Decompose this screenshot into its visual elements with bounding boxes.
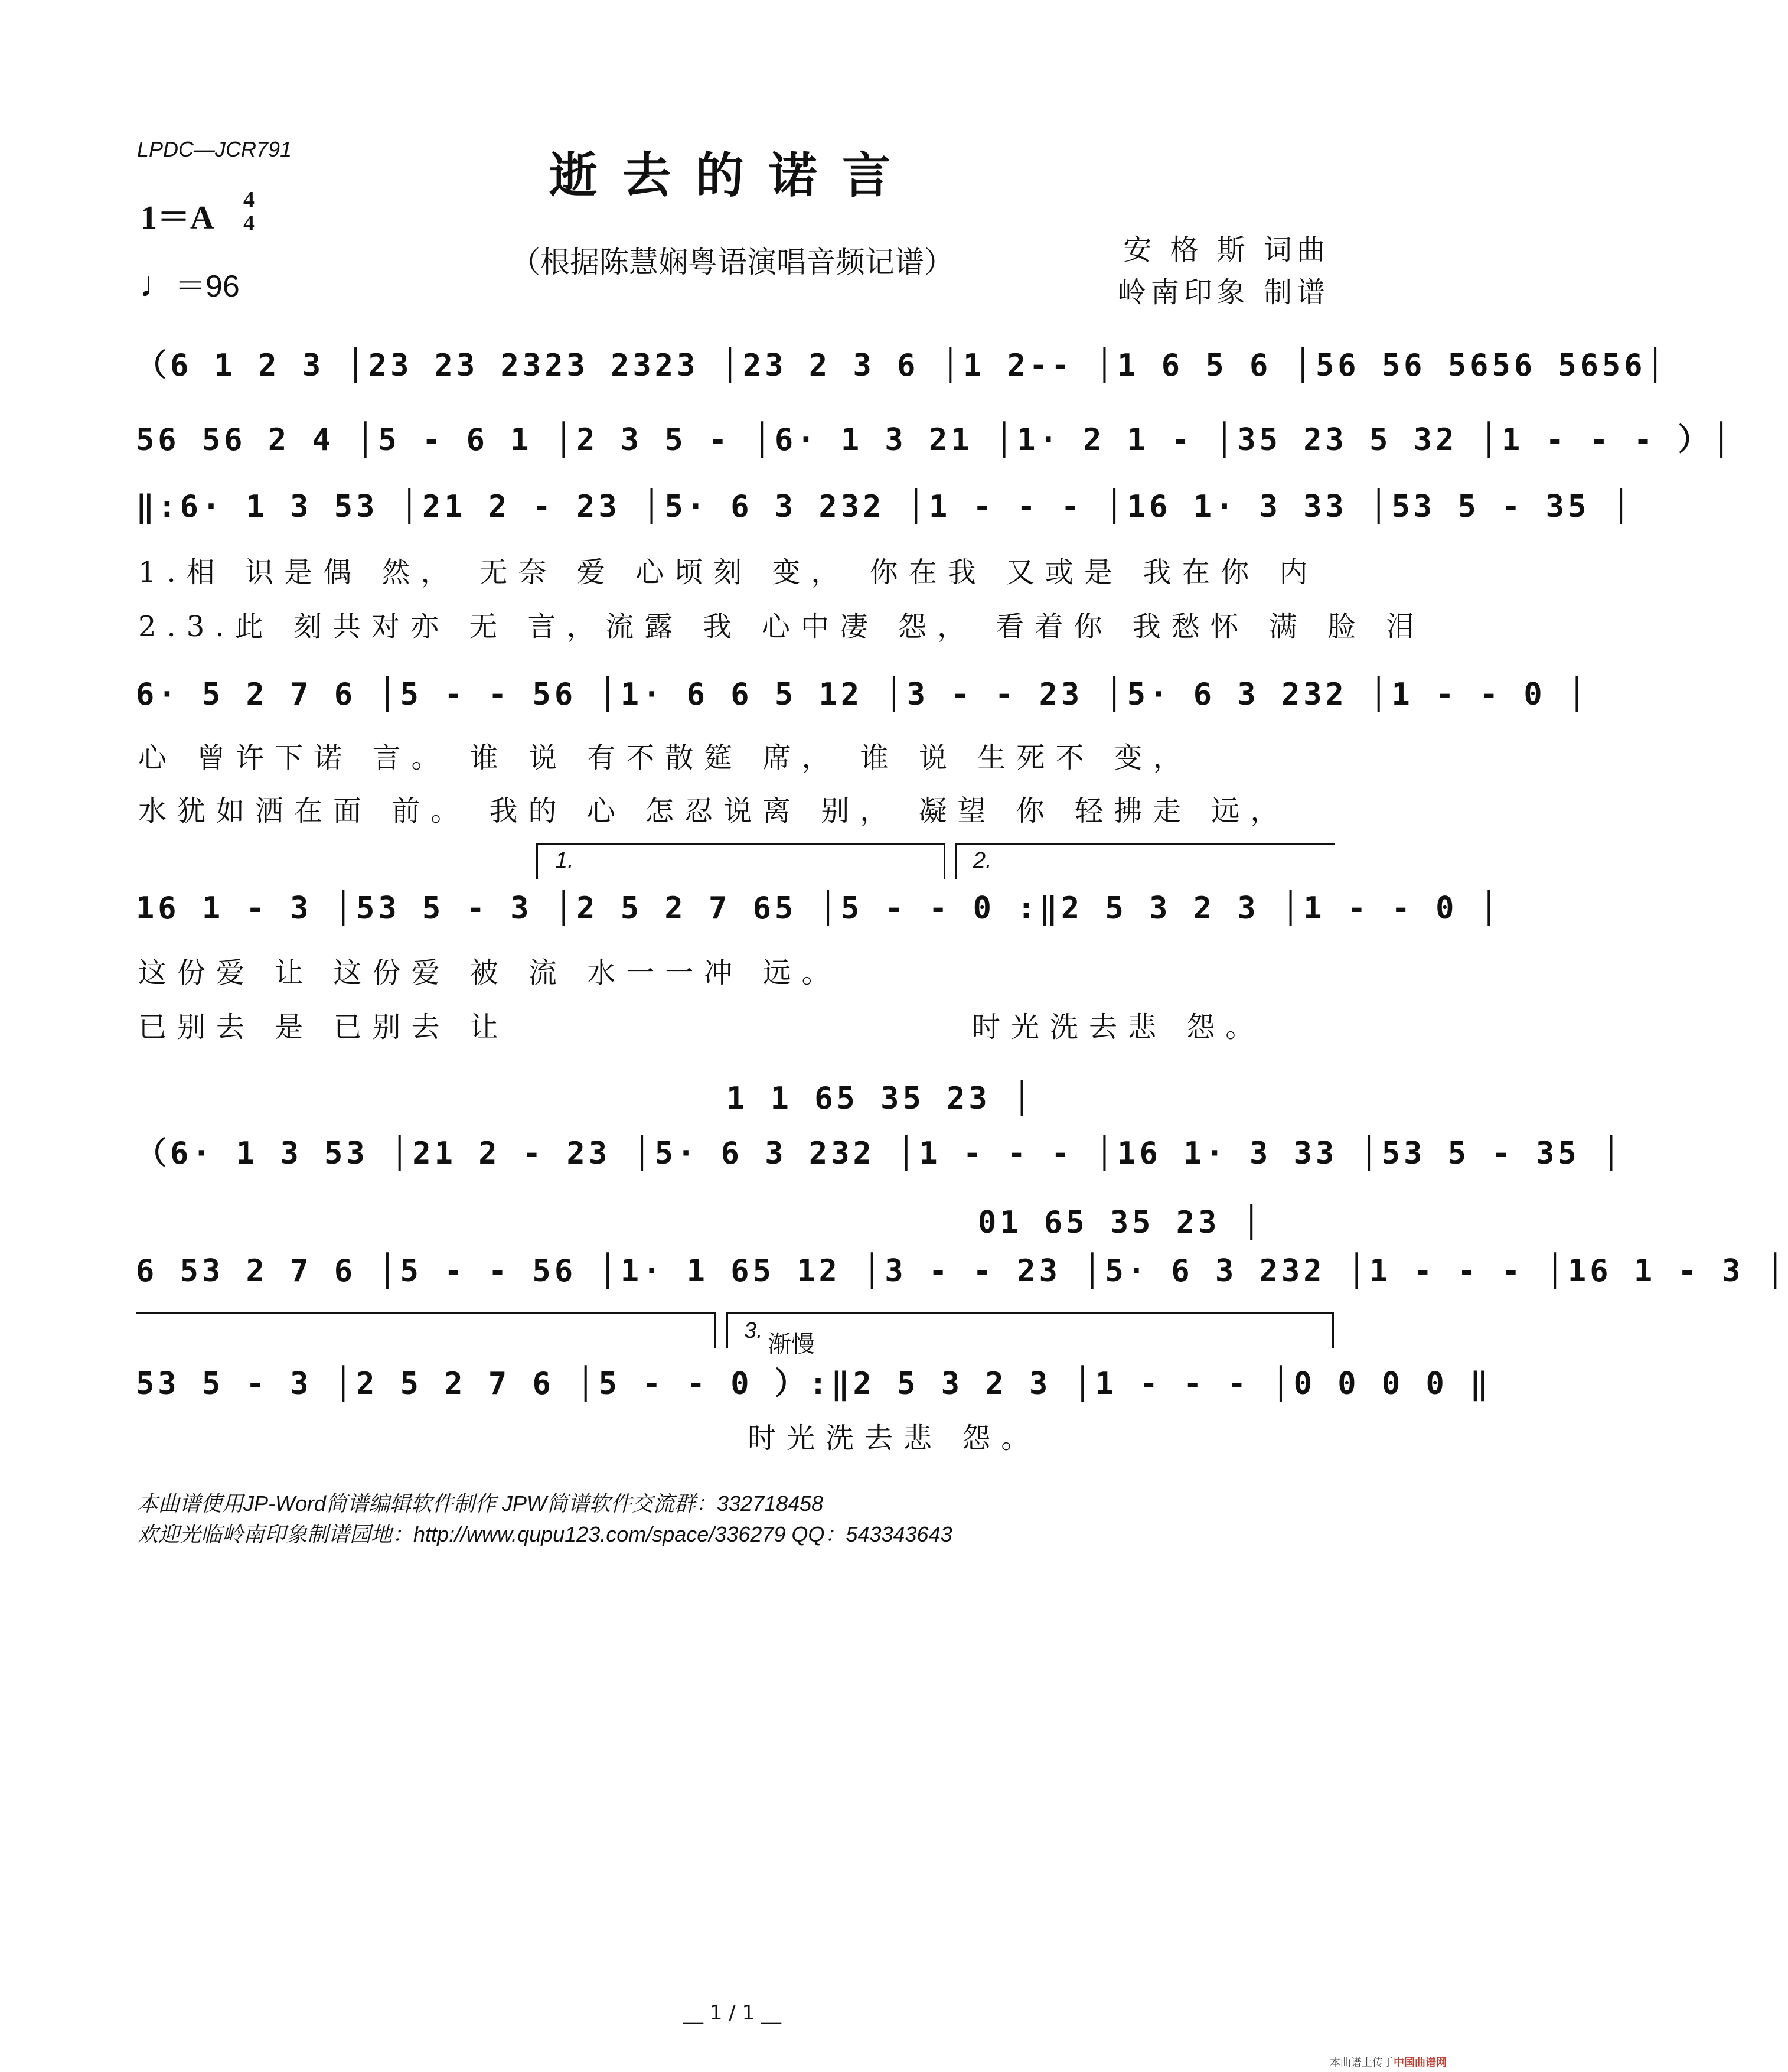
score-line-2: 56 56 2 4 │5 - 6 1 │2 3 5 - │6· 1 3 21 │1· 2 1 - │35 23 5 32 │1 - - - ）│ — [136, 422, 1734, 458]
lyric-line-8: 时光洗去悲 怨。 — [748, 1422, 1040, 1455]
song-title: 逝去的诺言 — [549, 147, 915, 204]
volta-2-label: 2. — [973, 848, 992, 873]
score-line-8: 53 5 - 3 │2 5 2 7 6 │5 - - 0 ）:‖2 5 3 2 3 │1 - - - │0 0 0 0 ‖ — [136, 1366, 1492, 1402]
score-serial: LPDC—JCR791 — [137, 137, 292, 161]
score-line-7: 6 53 2 7 6 │5 - - 56 │1· 1 65 12 │3 - - 23 │5· 6 3 232 │1 - - - │16 1 - 3 │ — [136, 1253, 1788, 1289]
meter-top: 4 — [243, 187, 255, 212]
ritardando-mark: 渐慢 — [768, 1331, 815, 1358]
score-line-7-ossia: 01 65 35 23 │ — [978, 1205, 1264, 1240]
volta-bracket-2 — [955, 843, 1335, 845]
credit-notation: 岭南印象 制谱 — [1117, 276, 1330, 309]
lyric-line-4a: 心 曾许下诺 言。 谁 说 有不散筵 席， 谁 说 生死不 变， — [138, 741, 1192, 774]
score-line-4: 6· 5 2 7 6 │5 - - 56 │1· 6 6 5 12 │3 - - 23 │5· 6 3 232 │1 - - 0 │ — [136, 677, 1590, 712]
volta-bracket-3-right — [1332, 1312, 1334, 1348]
volta-bracket-1 — [536, 843, 944, 845]
lyric-line-4b: 水犹如洒在面 前。 我的 心 怎忍说离 别， 凝望 你 轻拂走 远， — [138, 794, 1290, 828]
score-line-1: （6 1 2 3 │23 23 2323 2323 │23 2 3 6 │1 2-- │1 6 5 6 │56 56 5656 5656│ — [136, 348, 1668, 383]
volta-bracket-continued-right — [714, 1312, 716, 1348]
lyric-line-5b: 已别去 是 已别去 让 — [138, 1011, 509, 1044]
key-signature: 1＝A — [141, 200, 214, 236]
score-line-6-ossia: 1 1 65 35 23 │ — [726, 1081, 1035, 1116]
site-watermark — [1330, 2054, 1447, 2070]
lyric-line-5c: 时光洗去悲 怨。 — [972, 1011, 1265, 1044]
volta-bracket-continued — [136, 1312, 714, 1314]
volta-bracket-1-left — [536, 843, 538, 879]
quarter-note-icon: ♩ — [139, 265, 175, 304]
score-line-3: ‖:6· 1 3 53 │21 2 - 23 │5· 6 3 232 │1 - - - │16 1· 3 33 │53 5 - 35 │ — [136, 489, 1634, 524]
meter-bottom: 4 — [243, 211, 255, 236]
volta-3-label: 3. — [744, 1318, 763, 1343]
lyric-line-3a: 1.相 识是偶 然， 无奈 爱 心顷刻 变， 你在我 又或是 我在你 内 — [138, 556, 1319, 589]
subtitle: （根据陈慧娴粤语演唱音频记谱） — [511, 245, 954, 279]
volta-bracket-3 — [726, 1312, 1332, 1314]
watermark-text: 本曲谱上传于 — [1330, 2057, 1394, 2069]
watermark-brand: 中国曲谱网 — [1394, 2057, 1447, 2069]
tempo-value: ＝96 — [175, 269, 240, 304]
time-signature — [243, 188, 255, 235]
page-number: __ 1 / 1 __ — [683, 2001, 781, 2025]
volta-bracket-2-left — [955, 843, 957, 879]
credit-lyrics-music: 安 格 斯 词曲 — [1123, 233, 1330, 266]
footer-line-2: 欢迎光临岭南印象制谱园地：http://www.qupu123.com/space/336279 QQ：543343643 — [137, 1522, 952, 1546]
volta-1-label: 1. — [555, 848, 574, 873]
score-line-5: 16 1 - 3 │53 5 - 3 │2 5 2 7 65 │5 - - 0 :‖2 5 3 2 3 │1 - - 0 │ — [136, 891, 1502, 926]
score-line-6: （6· 1 3 53 │21 2 - 23 │5· 6 3 232 │1 - - - │16 1· 3 33 │53 5 - 35 │ — [136, 1136, 1624, 1171]
lyric-line-5a: 这份爱 让 这份爱 被 流 水一一冲 远。 — [138, 956, 841, 989]
footer-line-1: 本曲谱使用JP-Word简谱编辑软件制作 JPW简谱软件交流群：332718458 — [137, 1491, 824, 1516]
volta-bracket-1-right — [944, 843, 945, 879]
lyric-line-3b: 2.3.此 刻共对亦 无 言，流露 我 心中凄 怨， 看着你 我愁怀 满 脸 泪 — [138, 610, 1425, 643]
volta-bracket-3-left — [726, 1312, 728, 1348]
